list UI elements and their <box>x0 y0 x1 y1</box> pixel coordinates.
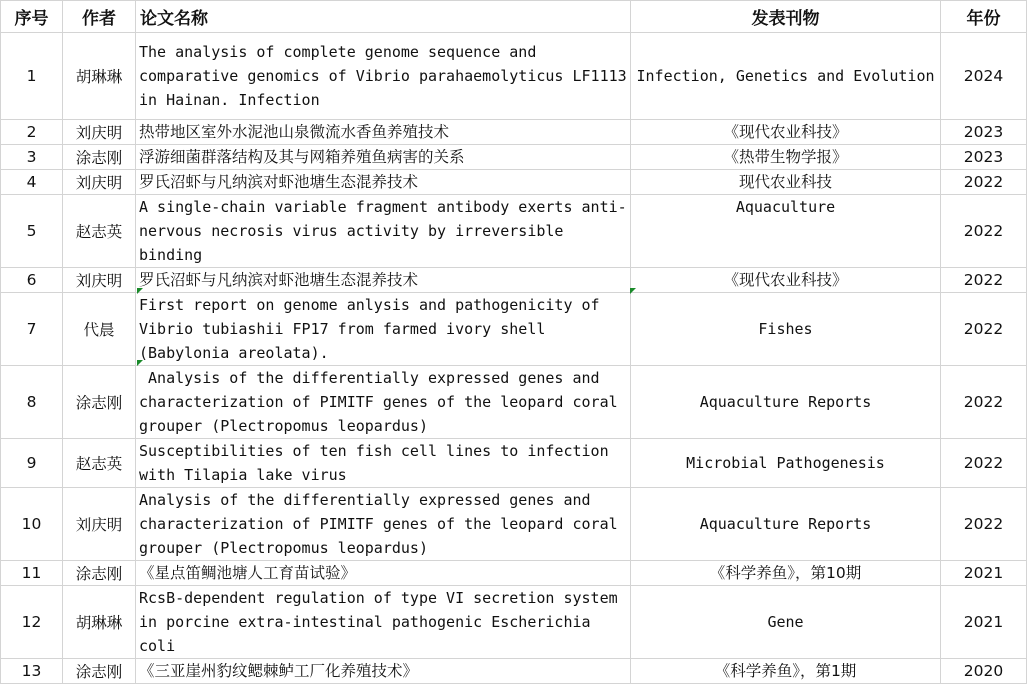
cell-title[interactable]: The analysis of complete genome sequence and comparative genomics of Vibrio parahaemolyticus LF1113 in Hainan. Infection <box>136 33 631 120</box>
cell-title[interactable]: Analysis of the differentially expressed genes and characterization of PIMITF genes of the leopard coral grouper (Plectropomus leopardus) <box>136 366 631 439</box>
cell-journal[interactable]: 《科学养鱼》，第1期 <box>631 659 941 684</box>
cell-journal[interactable]: Aquaculture Reports <box>631 366 941 439</box>
header-cell-journal[interactable]: 发表刊物 <box>631 1 941 33</box>
cell-title[interactable]: Susceptibilities of ten fish cell lines to infection with Tilapia lake virus <box>136 439 631 488</box>
table-row <box>1 195 1027 268</box>
cell-num[interactable]: 10 <box>1 488 63 561</box>
cell-num[interactable]: 5 <box>1 195 63 268</box>
cell-title[interactable]: A single-chain variable fragment antibody exerts anti-nervous necrosis virus activity by irreversible binding <box>136 195 631 268</box>
cell-author[interactable]: 刘庆明 <box>63 268 136 293</box>
cell-year[interactable]: 2024 <box>941 33 1027 120</box>
cell-year[interactable]: 2021 <box>941 561 1027 586</box>
header-cell-year[interactable]: 年份 <box>941 1 1027 33</box>
cell-year[interactable]: 2023 <box>941 145 1027 170</box>
cell-num[interactable]: 3 <box>1 145 63 170</box>
cell-year[interactable]: 2023 <box>941 120 1027 145</box>
cell-author[interactable]: 涂志刚 <box>63 145 136 170</box>
cell-title[interactable]: RcsB-dependent regulation of type VI secretion system in porcine extra-intestinal pathogenic Escherichia coli <box>136 586 631 659</box>
cell-year[interactable]: 2022 <box>941 439 1027 488</box>
cell-year[interactable]: 2022 <box>941 293 1027 366</box>
cell-author[interactable]: 刘庆明 <box>63 170 136 195</box>
cell-year[interactable]: 2022 <box>941 170 1027 195</box>
cell-journal[interactable]: Microbial Pathogenesis <box>631 439 941 488</box>
cell-author[interactable]: 刘庆明 <box>63 488 136 561</box>
cell-title[interactable]: Analysis of the differentially expressed genes and characterization of PIMITF genes of the leopard coral grouper (Plectropomus leopardus) <box>136 488 631 561</box>
table-row <box>1 120 1027 145</box>
cell-num[interactable]: 12 <box>1 586 63 659</box>
table-row <box>1 561 1027 586</box>
cell-journal[interactable]: 《科学养鱼》，第10期 <box>631 561 941 586</box>
table-row <box>1 439 1027 488</box>
cell-num[interactable]: 6 <box>1 268 63 293</box>
cell-num[interactable]: 8 <box>1 366 63 439</box>
cell-author[interactable]: 胡琳琳 <box>63 33 136 120</box>
cell-author[interactable]: 刘庆明 <box>63 120 136 145</box>
cell-author[interactable]: 胡琳琳 <box>63 586 136 659</box>
table-row <box>1 268 1027 293</box>
cell-journal[interactable]: 现代农业科技 <box>631 170 941 195</box>
cell-journal[interactable]: Aquaculture <box>631 195 941 268</box>
cell-title[interactable]: 浮游细菌群落结构及其与网箱养殖鱼病害的关系 <box>136 145 631 170</box>
table-row <box>1 293 1027 366</box>
cell-year[interactable]: 2022 <box>941 488 1027 561</box>
cell-journal[interactable]: Gene <box>631 586 941 659</box>
cell-num[interactable]: 2 <box>1 120 63 145</box>
cell-author[interactable]: 涂志刚 <box>63 659 136 684</box>
cell-author[interactable]: 代晨 <box>63 293 136 366</box>
cell-num[interactable]: 7 <box>1 293 63 366</box>
cell-author[interactable]: 涂志刚 <box>63 366 136 439</box>
cell-title[interactable]: 罗氏沼虾与凡纳滨对虾池塘生态混养技术 <box>136 268 631 293</box>
cell-title[interactable]: 罗氏沼虾与凡纳滨对虾池塘生态混养技术 <box>136 170 631 195</box>
cell-title[interactable]: First report on genome anlysis and pathogenicity of Vibrio tubiashii FP17 from farmed ivory shell (Babylonia areolata). <box>136 293 631 366</box>
table-row <box>1 488 1027 561</box>
cell-num[interactable]: 4 <box>1 170 63 195</box>
cell-author[interactable]: 赵志英 <box>63 439 136 488</box>
table-row <box>1 659 1027 684</box>
header-cell-num[interactable]: 序号 <box>1 1 63 33</box>
cell-author[interactable]: 赵志英 <box>63 195 136 268</box>
table-row <box>1 33 1027 120</box>
cell-num[interactable]: 1 <box>1 33 63 120</box>
table-row <box>1 586 1027 659</box>
table-row <box>1 170 1027 195</box>
cell-journal[interactable]: 《现代农业科技》 <box>631 120 941 145</box>
cell-indicator-icon <box>137 288 143 294</box>
header-cell-title[interactable]: 论文名称 <box>136 1 631 33</box>
header-cell-author[interactable]: 作者 <box>63 1 136 33</box>
cell-title[interactable]: 热带地区室外水泥池山泉微流水香鱼养殖技术 <box>136 120 631 145</box>
cell-journal[interactable]: 《热带生物学报》 <box>631 145 941 170</box>
cell-num[interactable]: 11 <box>1 561 63 586</box>
header-row <box>1 1 1027 33</box>
cell-indicator-icon <box>630 288 636 294</box>
table-row <box>1 366 1027 439</box>
cell-title[interactable]: 《三亚崖州豹纹鳃棘鲈工厂化养殖技术》 <box>136 659 631 684</box>
cell-num[interactable]: 13 <box>1 659 63 684</box>
cell-journal[interactable]: Infection, Genetics and Evolution <box>631 33 941 120</box>
cell-title[interactable]: 《星点笛鲷池塘人工育苗试验》 <box>136 561 631 586</box>
table-row <box>1 145 1027 170</box>
cell-year[interactable]: 2022 <box>941 268 1027 293</box>
cell-year[interactable]: 2021 <box>941 586 1027 659</box>
cell-year[interactable]: 2022 <box>941 366 1027 439</box>
cell-num[interactable]: 9 <box>1 439 63 488</box>
cell-year[interactable]: 2020 <box>941 659 1027 684</box>
cell-journal[interactable]: Fishes <box>631 293 941 366</box>
cell-journal[interactable]: 《现代农业科技》 <box>631 268 941 293</box>
cell-author[interactable]: 涂志刚 <box>63 561 136 586</box>
cell-year[interactable]: 2022 <box>941 195 1027 268</box>
cell-journal[interactable]: Aquaculture Reports <box>631 488 941 561</box>
cell-indicator-icon <box>137 360 143 366</box>
